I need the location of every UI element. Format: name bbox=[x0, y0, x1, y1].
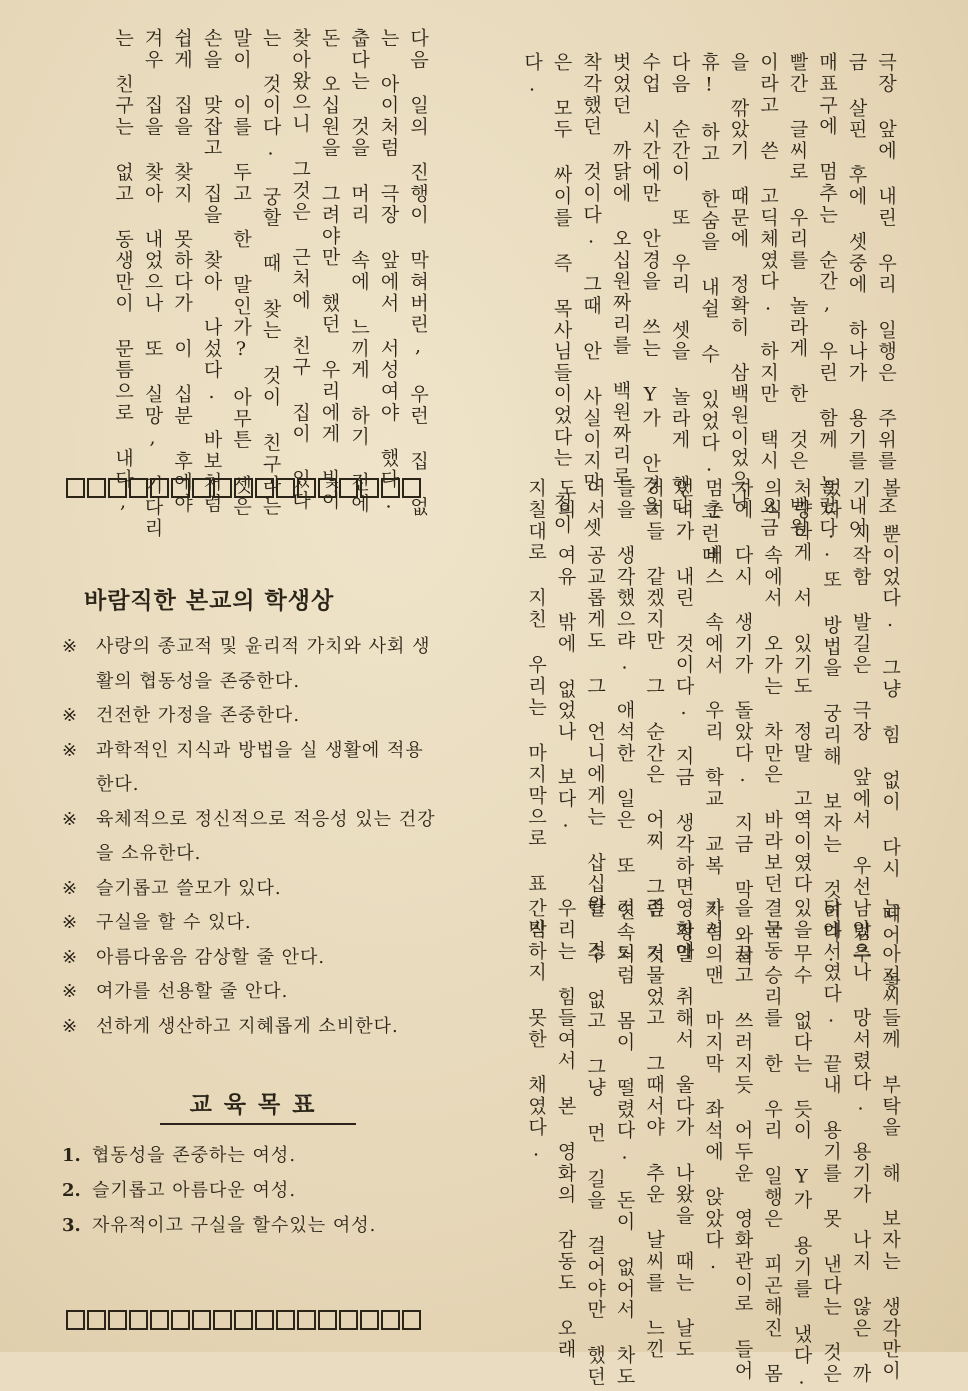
story-column-bottom-right: 는 아저씨들께 부탁을 해 보자는 생각만이 남았으나 망서렸다. 용기가 나지 않은 까 닭에서였다. 끝내 용기를 못 낸다는 것은 있을 수 없다는 듯이 Y가 용기를 냈다. 결국 승리를 한 우리 일행은 피곤해진 몸 을 끌고 쓰러지듯 어두운 영화관이로 들어 가서 맨 마지막 좌석에 앉았다. 영화에 취해서 울다가 나왔을 때는 날도 좀 저물었고 그때서야 추운 날씨를 느낀 것 처럼 몸이 떨렸다. 돈이 없어서 차도 탈 수 없고 그냥 먼 길을 걸어야만 했던 우리는 힘들여서 본 영화의 감동도 오래 간직하지 못한 채였다. bbox=[525, 898, 901, 1391]
separator-box bbox=[171, 478, 190, 498]
separator-box bbox=[255, 478, 274, 498]
reference-mark-icon: ※ bbox=[62, 705, 78, 726]
goal-item bbox=[62, 1208, 442, 1243]
separator-box bbox=[192, 478, 211, 498]
ideal-item bbox=[62, 803, 442, 872]
separator-box bbox=[108, 1310, 127, 1330]
goal-number: 3. bbox=[62, 1215, 81, 1236]
ideal-item bbox=[62, 872, 442, 907]
ideal-item bbox=[62, 975, 442, 1010]
separator-box bbox=[276, 478, 295, 498]
separator-box bbox=[402, 1310, 421, 1330]
story-column-top: 극장 앞에 내린 우리 일행은 주위를 조 금 살핀 후에 셋중에 하나가 용기를 내어 매표구에 멈추는 순간, 우린 함께 놀랐다. 빨간 글씨로 우리를 놀라게 한 것은 백원 이라고 쓴 고딕체였다. 하지만 택시 요금 을 깎았기 때문에 정확히 삼백원이었으나 휴! 하고 한숨을 내쉴 수 있었다. 그런데 다음 순간이 또 우리 셋을 놀라게 했다. 수업 시간에만 안경을 쓰는 Y가 안경을 벗었던 까닭에 오십원짜리를 백원짜리로 착각했던 것이다. 그때 안 사실이지만 셋 은 모두 싸이를 즉 목사님들이었다는 점이 다. bbox=[521, 52, 897, 566]
separator-box bbox=[234, 1310, 253, 1330]
ideal-item-text: 슬기롭고 쓸모가 있다. bbox=[96, 877, 282, 899]
ideal-item-text: 과학적인 지식과 방법을 실 생활에 적용한다. bbox=[96, 739, 424, 795]
ideal-item-text: 구실을 할 수 있다. bbox=[96, 912, 252, 933]
separator-box bbox=[129, 1310, 148, 1330]
separator-box bbox=[129, 478, 148, 498]
goal-number: 2. bbox=[62, 1180, 81, 1201]
goal-text: 자유적이고 구실을 할수있는 여성. bbox=[92, 1215, 377, 1236]
education-goals-list bbox=[62, 1138, 442, 1243]
separator-box bbox=[381, 478, 400, 498]
ideal-item-text: 사랑의 종교적 및 윤리적 가치와 사회 생활의 협동성을 존중한다. bbox=[96, 636, 431, 692]
ideal-item-text: 아름다움음 감상할 줄 안다. bbox=[96, 946, 326, 968]
box-separator-top bbox=[66, 478, 421, 498]
ideal-item-text: 육체적으로 정신적으로 적응성 있는 건강을 소유한다. bbox=[96, 808, 436, 864]
separator-box bbox=[192, 1310, 211, 1330]
separator-box bbox=[234, 478, 253, 498]
separator-box bbox=[213, 1310, 232, 1330]
separator-box bbox=[108, 478, 127, 498]
reference-mark-icon: ※ bbox=[62, 912, 78, 933]
goal-text: 슬기롭고 아름다운 여성. bbox=[92, 1180, 297, 1201]
ideal-student-title: 바람직한 본교의 학생상 bbox=[84, 588, 335, 614]
separator-box bbox=[360, 478, 379, 498]
ideal-item-text: 건전한 가정을 존중한다. bbox=[96, 705, 301, 726]
ideal-student-list bbox=[62, 630, 442, 1044]
separator-box bbox=[150, 1310, 169, 1330]
goal-number: 1. bbox=[62, 1145, 81, 1166]
goal-item bbox=[62, 1138, 442, 1173]
separator-box bbox=[171, 1310, 190, 1330]
ideal-item-text: 선하게 생산하고 지혜롭게 소비한다. bbox=[96, 1015, 399, 1037]
reference-mark-icon: ※ bbox=[62, 946, 78, 968]
separator-box bbox=[66, 1310, 85, 1330]
separator-box bbox=[339, 478, 358, 498]
ideal-item bbox=[62, 699, 442, 734]
ideal-item bbox=[62, 906, 442, 941]
reference-mark-icon: ※ bbox=[62, 981, 78, 1002]
goal-text: 협동성을 존중하는 여성. bbox=[92, 1145, 297, 1166]
reference-mark-icon: ※ bbox=[62, 739, 78, 761]
goal-item bbox=[62, 1173, 442, 1208]
separator-box bbox=[381, 1310, 400, 1330]
education-goals-title: 교육목표 bbox=[160, 1086, 356, 1125]
story-column-middle-right: 볼 뿐이었다. 그냥 힘 없이 다시 떼어 놓 기 시작함 발길은 극장 앞에서 우선 멈추 었다. 또 방법을 궁리해 보자는 것이다. 처량하게 서 있기도 정말 고역이였다. 무 의식 속에서 오가는 차만은 바라보던 눈동 자에 다시 생기가 돌았다. 지금 막 와서 멈춘 버스 속에서 우리 학교 교복 차림의 언니가 내린 것이다. 지금 생각하면 정말 거지들 같겠지만 그 순간은 어찌 그런 것 들을 생각했으랴. 애석한 일은 또 연속되 어서 공교롭게도 그 언니에게는 삽십원 정 도의 여유 밖에 없었나 보다. 지칠대로 지친 우리는 마지막으로 표 받 bbox=[525, 478, 901, 992]
separator-box bbox=[276, 1310, 295, 1330]
ideal-item-text: 여가를 선용할 줄 안다. bbox=[96, 981, 289, 1002]
reference-mark-icon: ※ bbox=[62, 877, 78, 899]
separator-box bbox=[360, 1310, 379, 1330]
ideal-item bbox=[62, 941, 442, 976]
separator-box bbox=[318, 478, 337, 498]
separator-box bbox=[150, 478, 169, 498]
reference-mark-icon: ※ bbox=[62, 1015, 78, 1037]
ideal-item bbox=[62, 1010, 442, 1045]
separator-box bbox=[297, 478, 316, 498]
story-column-top-left: 다음 일의 진행이 막혀버린, 우런 집 없 는 아이처럼 극장 앞에서 서성여야 했다. 춥다는 것을 머리 속에 느끼게 하기 전에 돈 오십원을 그려야만 했던 우리에게 빛이 찾아왔으니 그것은 근처에 친구 집이 있다 는 것이다. 궁할 때 찾는 것이 친구라는 말이 이를 두고 한 말인가? 아무튼 셋은 손을 맞잡고 집을 찾아 나섰다. 바보처럼 쉽게 집을 찾지 못하다가 이 십분 후에야 겨우 집을 찾아 내었으나 또 실망, 기다리 는 친구는 없고 동생만이 문틈으로 내다, bbox=[112, 28, 429, 539]
separator-box bbox=[297, 1310, 316, 1330]
separator-box bbox=[213, 478, 232, 498]
box-separator-bottom bbox=[66, 1310, 421, 1330]
separator-box bbox=[87, 1310, 106, 1330]
reference-mark-icon: ※ bbox=[62, 808, 78, 830]
separator-box bbox=[66, 478, 85, 498]
ideal-item bbox=[62, 630, 442, 699]
separator-box bbox=[87, 478, 106, 498]
separator-box bbox=[339, 1310, 358, 1330]
separator-box bbox=[318, 1310, 337, 1330]
ideal-item bbox=[62, 734, 442, 803]
separator-box bbox=[402, 478, 421, 498]
reference-mark-icon: ※ bbox=[62, 636, 78, 657]
separator-box bbox=[255, 1310, 274, 1330]
